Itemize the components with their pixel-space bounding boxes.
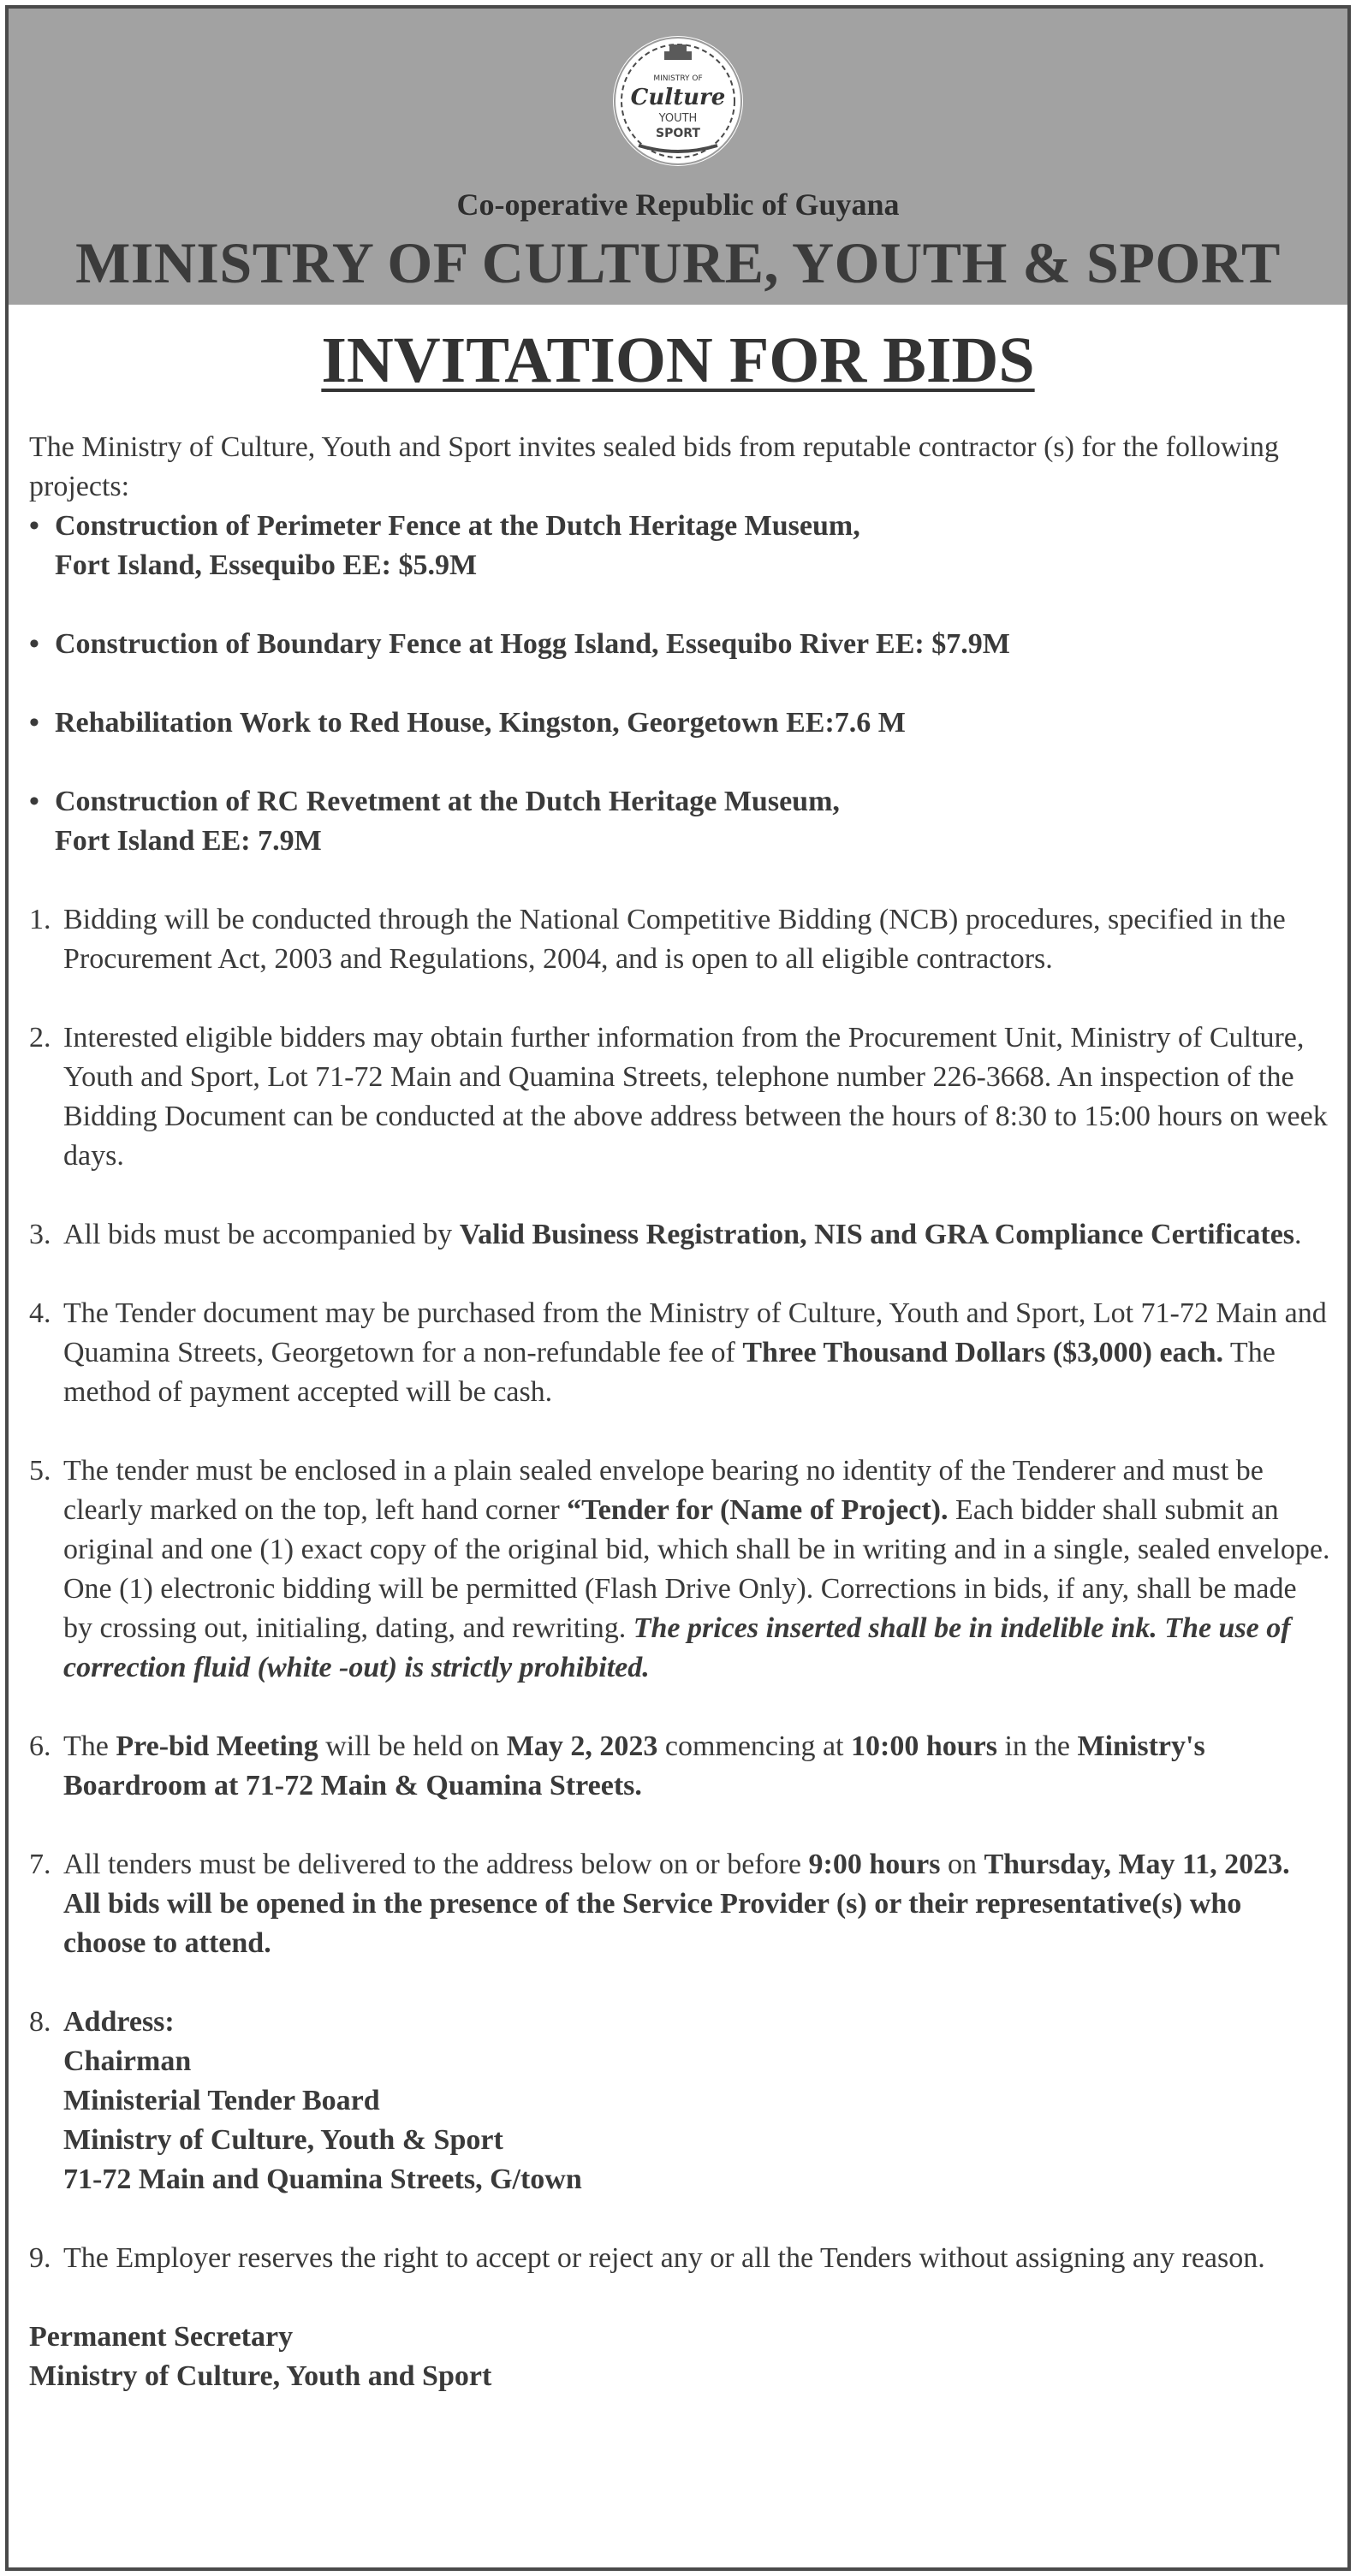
clause-7: 7. All tenders must be delivered to the address below on or before 9:00 hours on Thursday, May 11, 2023. All bids will be opened in the presence of the Service Provider (s) or their representative(s) who choose to attend.	[29, 1849, 1290, 1959]
logo-text-sport: SPORT	[656, 127, 700, 140]
project-item	[29, 703, 1330, 743]
notice-frame	[5, 5, 1351, 2571]
bullet-icon: •	[29, 628, 39, 660]
signature-ministry: Ministry of Culture, Youth and Sport	[29, 2360, 492, 2392]
republic-name: Co-operative Republic of Guyana	[456, 187, 900, 222]
ministry-logo-icon	[613, 36, 743, 166]
project-line: Construction of Boundary Fence at Hogg Island, Essequibo River EE: $7.9M	[55, 628, 1010, 660]
project-item	[29, 625, 1330, 664]
project-line: Construction of Perimeter Fence at the Dutch Heritage Museum,	[55, 510, 860, 542]
clause-5: 5. The tender must be enclosed in a plain sealed envelope bearing no identity of the Tenderer and must be clearly marked on the top, left hand corner “Tender for (Name of Project). Each bidder shall submit an original and one (1) exact copy of the original bid, which shall be in writing and in a single, sealed envelope. One (1) electronic bidding will be permitted (Flash Drive Only). Corrections in bids, if any, shall be made by crossing out, initialing, dating, and rewriting. The prices inserted shall be in indelible ink. The use of correction fluid (white -out) is strictly prohibited.	[29, 1455, 1330, 1683]
clause-9: 9. The Employer reserves the right to accept or reject any or all the Tenders without assigning any reason.	[29, 2242, 1265, 2274]
clause-3: 3. All bids must be accompanied by Valid Business Registration, NIS and GRA Compliance Certificates.	[29, 1219, 1302, 1250]
ministry-crest-icon	[613, 36, 743, 166]
clause-8-address: 8. Address: Chairman Ministerial Tender Board Ministry of Culture, Youth & Sport 71-72 Main and Quamina Streets, G/town	[29, 2006, 582, 2195]
clause-6: 6. The Pre-bid Meeting will be held on May 2, 2023 commencing at 10:00 hours in the Ministry's Boardroom at 71-72 Main & Quamina Streets.	[29, 1730, 1205, 1801]
signature-title: Permanent Secretary	[29, 2321, 294, 2353]
bullet-icon: •	[29, 786, 39, 817]
project-line: Fort Island EE: 7.9M	[55, 825, 322, 857]
page-title	[9, 323, 1347, 398]
notice-body	[29, 428, 1330, 2396]
project-line: Construction of RC Revetment at the Dutch Heritage Museum,	[55, 786, 840, 817]
logo-text-youth: YOUTH	[658, 112, 698, 125]
bullet-icon: •	[29, 510, 39, 542]
ministry-name: MINISTRY OF CULTURE, YOUTH & SPORT	[75, 230, 1281, 295]
bullet-icon: •	[29, 707, 39, 739]
clause-2: 2. Interested eligible bidders may obtain further information from the Procurement Unit, Ministry of Culture, Youth and Sport, Lot 71-72 Main and Quamina Streets, telephone number 226-3668. An inspection of the Bidding Document can be conducted at the above address between the hours of 8:30 to 15:00 hours on week days.	[29, 1022, 1328, 1172]
project-line: Fort Island, Essequibo EE: $5.9M	[55, 549, 478, 581]
project-item	[29, 782, 1330, 861]
clause-4: 4. The Tender document may be purchased from the Ministry of Culture, Youth and Sport, Lot 71-72 Main and Quamina Streets, Georgetown for a non-refundable fee of Three Thousand Dollars ($3,000) each. The method of payment accepted will be cash.	[29, 1297, 1327, 1408]
project-item	[29, 507, 1330, 585]
header-banner	[9, 9, 1347, 305]
logo-text-ministry: MINISTRY OF	[653, 74, 703, 83]
intro-paragraph: The Ministry of Culture, Youth and Sport invites sealed bids from reputable contractor (s) for the following projects:	[29, 431, 1279, 502]
project-line: Rehabilitation Work to Red House, Kingston, Georgetown EE:7.6 M	[55, 707, 906, 739]
page-title-text: INVITATION FOR BIDS	[321, 324, 1035, 396]
clause-1: 1. Bidding will be conducted through the National Competitive Bidding (NCB) procedures, specified in the Procurement Act, 2003 and Regulations, 2004, and is open to all eligible contractors.	[29, 904, 1286, 975]
logo-text-culture: Culture	[630, 85, 726, 110]
